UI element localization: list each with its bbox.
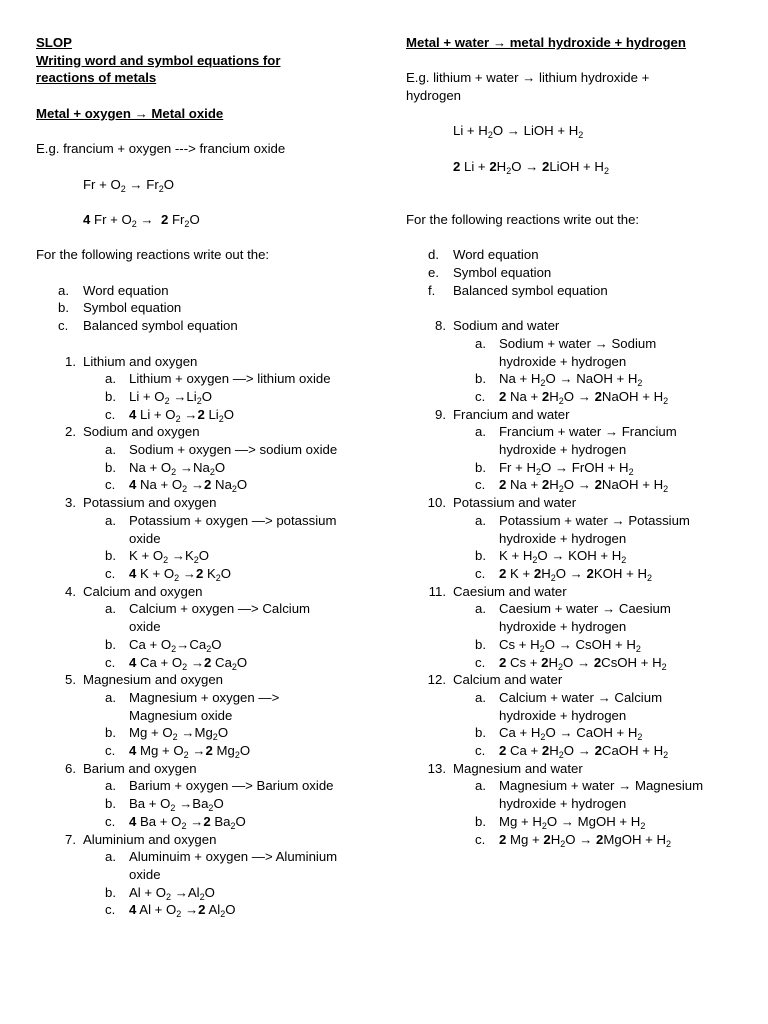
answer-equation: $Na + O_2 \to Na_2O$: [129, 459, 226, 477]
answer-item: [36, 547, 376, 565]
worksheet-title-line-3: reactions of metals: [36, 70, 157, 86]
task-label: Balanced symbol equation: [83, 318, 238, 334]
answer-marker: a.: [475, 335, 486, 351]
question-number: 11.: [428, 583, 446, 599]
answer-item: [36, 636, 376, 654]
answer-marker: b.: [105, 459, 116, 475]
question-title: Calcium and oxygen: [83, 583, 203, 599]
answer-marker: b.: [105, 725, 116, 741]
answer-equation: $Mg + O_2 \to Mg_2O$: [129, 725, 229, 743]
question-number: 1.: [65, 353, 76, 369]
section-heading-oxygen: Metal + oxygen → Metal oxide: [36, 105, 224, 121]
answer-equation: $Ba + O_2 \to Ba_2O$: [129, 796, 224, 814]
answer-marker: b.: [105, 388, 116, 404]
question-number: 7.: [65, 831, 76, 847]
answer-item: [406, 654, 736, 672]
example-word-equation-water: E.g. lithium + water → lithium hydroxide + hydrogen: [406, 70, 650, 104]
task-item: [406, 264, 736, 282]
example-word-equation: E.g. francium + oxygen ---> francium oxide: [36, 141, 286, 157]
question-number: 13.: [427, 760, 446, 776]
answer-item: [36, 884, 376, 902]
answer-marker: a.: [475, 689, 486, 705]
answer-equation: Calcium + oxygen —> Calcium oxide: [129, 601, 311, 635]
task-label: Balanced symbol equation: [453, 282, 608, 298]
instructions-text-water: For the following reactions write out the:: [406, 211, 640, 227]
answer-marker: c.: [105, 813, 116, 829]
answer-equation: Calcium + water → Calcium hydroxide + hydrogen: [499, 689, 663, 723]
question-list-water: [406, 317, 736, 848]
answer-equation: 2 $Mg + 2H_2O$ → 2MgOH + $H_2$: [499, 831, 672, 849]
task-item: [36, 282, 376, 300]
answer-equation: Potassium + oxygen —> potassium oxide: [129, 512, 337, 546]
question-item: [36, 760, 376, 778]
question-item: [36, 831, 376, 849]
answer-equation: $Na + H_2O$ → NaOH + $H_2$: [499, 371, 643, 389]
answer-item: [406, 335, 736, 370]
left-column: [36, 34, 376, 919]
instructions-text: For the following reactions write out the:: [36, 247, 270, 263]
answer-marker: c.: [105, 477, 116, 493]
answer-item: [36, 813, 376, 831]
answer-equation: 2 $Ca + 2H_2O$ → 2CaOH + $H_2$: [499, 743, 669, 761]
question-title: Aluminium and oxygen: [83, 831, 217, 847]
question-title: Barium and oxygen: [83, 760, 197, 776]
answer-marker: a.: [105, 442, 116, 458]
worksheet-title-line-2: Writing word and symbol equations for: [36, 52, 281, 68]
task-marker: c.: [58, 318, 69, 334]
question-number: 9.: [435, 406, 446, 422]
answer-marker: c.: [105, 654, 116, 670]
answer-marker: b.: [105, 548, 116, 564]
question-item: [36, 671, 376, 689]
answer-marker: c.: [105, 902, 116, 918]
answer-item: [36, 795, 376, 813]
answer-item: [406, 370, 736, 388]
example-symbol-equation-water: $Li + H_2O$ → LiOH + $H_2$: [453, 123, 584, 141]
answer-marker: c.: [475, 388, 486, 404]
answer-item: [36, 848, 376, 883]
answer-marker: a.: [105, 778, 116, 794]
answer-equation: 4 $Na + O_2 \to 2$ $Na_2O$: [129, 477, 248, 495]
answer-equation: $K + O_2 \to K_2O$: [129, 548, 210, 566]
task-marker: f.: [428, 282, 436, 298]
answer-item: [36, 600, 376, 635]
question-title: Lithium and oxygen: [83, 353, 198, 369]
answer-marker: a.: [105, 371, 116, 387]
task-item: [406, 282, 736, 300]
answer-item: [36, 565, 376, 583]
answer-equation: Lithium + oxygen —> lithium oxide: [129, 371, 331, 387]
answer-marker: a.: [475, 424, 486, 440]
answer-equation: 4 $Li + O_2 \to 2$ $Li_2O$: [129, 406, 234, 424]
answer-item: [36, 742, 376, 760]
example-balanced-equation: 4 $Fr + O_2 \to 2$ $Fr_2O$: [83, 211, 200, 229]
answer-marker: b.: [105, 884, 116, 900]
question-item: [406, 760, 736, 778]
question-item: [36, 353, 376, 371]
answer-equation: 2 $K + 2H_2O \to 2KOH + H_2$: [499, 565, 653, 583]
task-label: Word equation: [83, 282, 169, 298]
answer-marker: a.: [105, 689, 116, 705]
answer-equation: Aluminuim + oxygen —> Aluminium oxide: [129, 849, 338, 882]
question-title: Potassium and water: [453, 495, 577, 511]
question-title: Francium and water: [453, 406, 570, 422]
task-list: [36, 282, 376, 335]
answer-marker: b.: [475, 725, 486, 741]
answer-item: [36, 441, 376, 459]
question-item: [406, 583, 736, 601]
question-item: [36, 423, 376, 441]
question-item: [406, 317, 736, 335]
answer-equation: Sodium + water → Sodium hydroxide + hydrogen: [499, 335, 657, 369]
answer-marker: a.: [105, 512, 116, 528]
question-list: [36, 353, 376, 920]
answer-item: [406, 476, 736, 494]
answer-item: [406, 831, 736, 849]
answer-equation: $Ca + H_2O$ → CaOH + $H_2$: [499, 725, 643, 743]
answer-marker: b.: [475, 548, 486, 564]
answer-equation: Caesium + water → Caesium hydroxide + hydrogen: [499, 601, 671, 635]
answer-item: [406, 423, 736, 458]
answer-item: [406, 724, 736, 742]
task-item: [36, 317, 376, 335]
answer-item: [406, 600, 736, 635]
answer-equation: Francium + water → Francium hydroxide + hydrogen: [499, 424, 677, 458]
question-title: Magnesium and water: [453, 760, 583, 776]
task-marker: e.: [428, 265, 439, 281]
task-item: [406, 246, 736, 264]
answer-marker: c.: [475, 477, 486, 493]
question-title: Caesium and water: [453, 583, 567, 599]
answer-item: [406, 813, 736, 831]
answer-equation: $Cs + H_2O$ → CsOH + $H_2$: [499, 636, 641, 654]
answer-item: [36, 901, 376, 919]
answer-equation: 2 $Cs + 2H_2O$ → 2CsOH + $H_2$: [499, 654, 667, 672]
question-number: 2.: [65, 424, 76, 440]
answer-marker: a.: [475, 778, 486, 794]
answer-equation: $Fr + H_2O$ → FrOH + $H_2$: [499, 459, 634, 477]
answer-item: [36, 459, 376, 477]
answer-marker: a.: [105, 849, 116, 865]
answer-equation: 4 $Al + O_2 \to 2$ $Al_2O$: [129, 902, 236, 920]
answer-marker: a.: [105, 601, 116, 617]
question-title: Sodium and oxygen: [83, 424, 200, 440]
question-number: 4.: [65, 583, 76, 599]
answer-equation: Magnesium + water → Magnesium hydroxide + hydrogen: [499, 778, 704, 812]
question-title: Sodium and water: [453, 318, 560, 334]
answer-marker: a.: [475, 512, 486, 528]
answer-item: [36, 370, 376, 388]
answer-marker: c.: [105, 406, 116, 422]
answer-marker: c.: [105, 743, 116, 759]
question-item: [406, 406, 736, 424]
question-number: 5.: [65, 672, 76, 688]
answer-item: [36, 512, 376, 547]
answer-equation: 2 $Na + 2H_2O$ → 2NaOH + $H_2$: [499, 477, 669, 495]
example-balanced-equation-water: 2 $Li + 2H_2O$ → 2LiOH + $H_2$: [453, 158, 609, 176]
answer-item: [406, 565, 736, 583]
answer-equation: $Ca + O_2\to Ca_2O$: [129, 636, 222, 654]
answer-equation: $Al + O_2 \to Al_2O$: [129, 884, 215, 902]
answer-marker: a.: [475, 601, 486, 617]
task-marker: d.: [428, 247, 439, 263]
answer-marker: c.: [475, 654, 486, 670]
answer-marker: b.: [475, 371, 486, 387]
task-marker: b.: [58, 300, 69, 316]
task-list-water: [406, 246, 736, 299]
answer-item: [36, 689, 376, 724]
answer-item: [406, 388, 736, 406]
answer-marker: c.: [105, 565, 116, 581]
question-number: 3.: [65, 495, 76, 511]
right-column: [406, 34, 736, 848]
answer-item: [406, 689, 736, 724]
question-item: [36, 494, 376, 512]
answer-item: [36, 724, 376, 742]
answer-equation: $Mg + H_2O$ → MgOH + $H_2$: [499, 813, 646, 831]
answer-marker: b.: [105, 636, 116, 652]
answer-equation: 4 $Ba + O_2 \to 2$ $Ba_2O$: [129, 813, 246, 831]
answer-equation: $Li + O_2 \to Li_2O$: [129, 388, 212, 406]
answer-item: [36, 406, 376, 424]
question-title: Potassium and oxygen: [83, 495, 217, 511]
answer-item: [36, 654, 376, 672]
task-item: [36, 299, 376, 317]
answer-marker: b.: [475, 813, 486, 829]
question-item: [406, 494, 736, 512]
task-marker: a.: [58, 282, 69, 298]
question-number: 6.: [65, 760, 76, 776]
answer-item: [406, 547, 736, 565]
answer-item: [406, 636, 736, 654]
answer-equation: Barium + oxygen —> Barium oxide: [129, 778, 334, 794]
answer-item: [406, 742, 736, 760]
answer-item: [36, 388, 376, 406]
answer-marker: b.: [105, 796, 116, 812]
answer-item: [36, 476, 376, 494]
section-heading-water: Metal + water → metal hydroxide + hydrogen: [406, 35, 686, 50]
answer-equation: Magnesium + oxygen —> Magnesium oxide: [129, 689, 280, 723]
answer-marker: c.: [475, 831, 486, 847]
question-item: [406, 671, 736, 689]
example-symbol-equation: $Fr + O_2 \to Fr_2O$: [83, 176, 174, 194]
answer-marker: b.: [475, 459, 486, 475]
answer-item: [36, 777, 376, 795]
answer-equation: 4 $Mg + O_2 \to 2$ $Mg_2O$: [129, 743, 251, 761]
task-label: Symbol equation: [83, 300, 182, 316]
answer-equation: 2 $Na + 2H_2O$ → 2NaOH + $H_2$: [499, 388, 669, 406]
question-number: 10.: [427, 495, 446, 511]
answer-equation: 4 $K + O_2 \to 2$ $K_2O$: [129, 565, 232, 583]
answer-equation: Sodium + oxygen —> sodium oxide: [129, 442, 338, 458]
question-number: 12.: [427, 672, 446, 688]
answer-equation: $K + H_2O$ → KOH + $H_2$: [499, 548, 627, 566]
question-number: 8.: [435, 318, 446, 334]
answer-item: [406, 512, 736, 547]
question-item: [36, 583, 376, 601]
task-label: Word equation: [453, 247, 539, 263]
answer-item: [406, 459, 736, 477]
answer-marker: c.: [475, 565, 486, 581]
question-title: Magnesium and oxygen: [83, 672, 224, 688]
answer-equation: 4 $Ca + O_2 \to 2$ $Ca_2O$: [129, 654, 248, 672]
answer-equation: Potassium + water → Potassium hydroxide + hydrogen: [499, 512, 690, 546]
answer-item: [406, 777, 736, 812]
task-label: Symbol equation: [453, 265, 552, 281]
answer-marker: c.: [475, 743, 486, 759]
worksheet-title-line-1: SLOP: [36, 35, 72, 50]
answer-marker: b.: [475, 636, 486, 652]
question-title: Calcium and water: [453, 672, 563, 688]
